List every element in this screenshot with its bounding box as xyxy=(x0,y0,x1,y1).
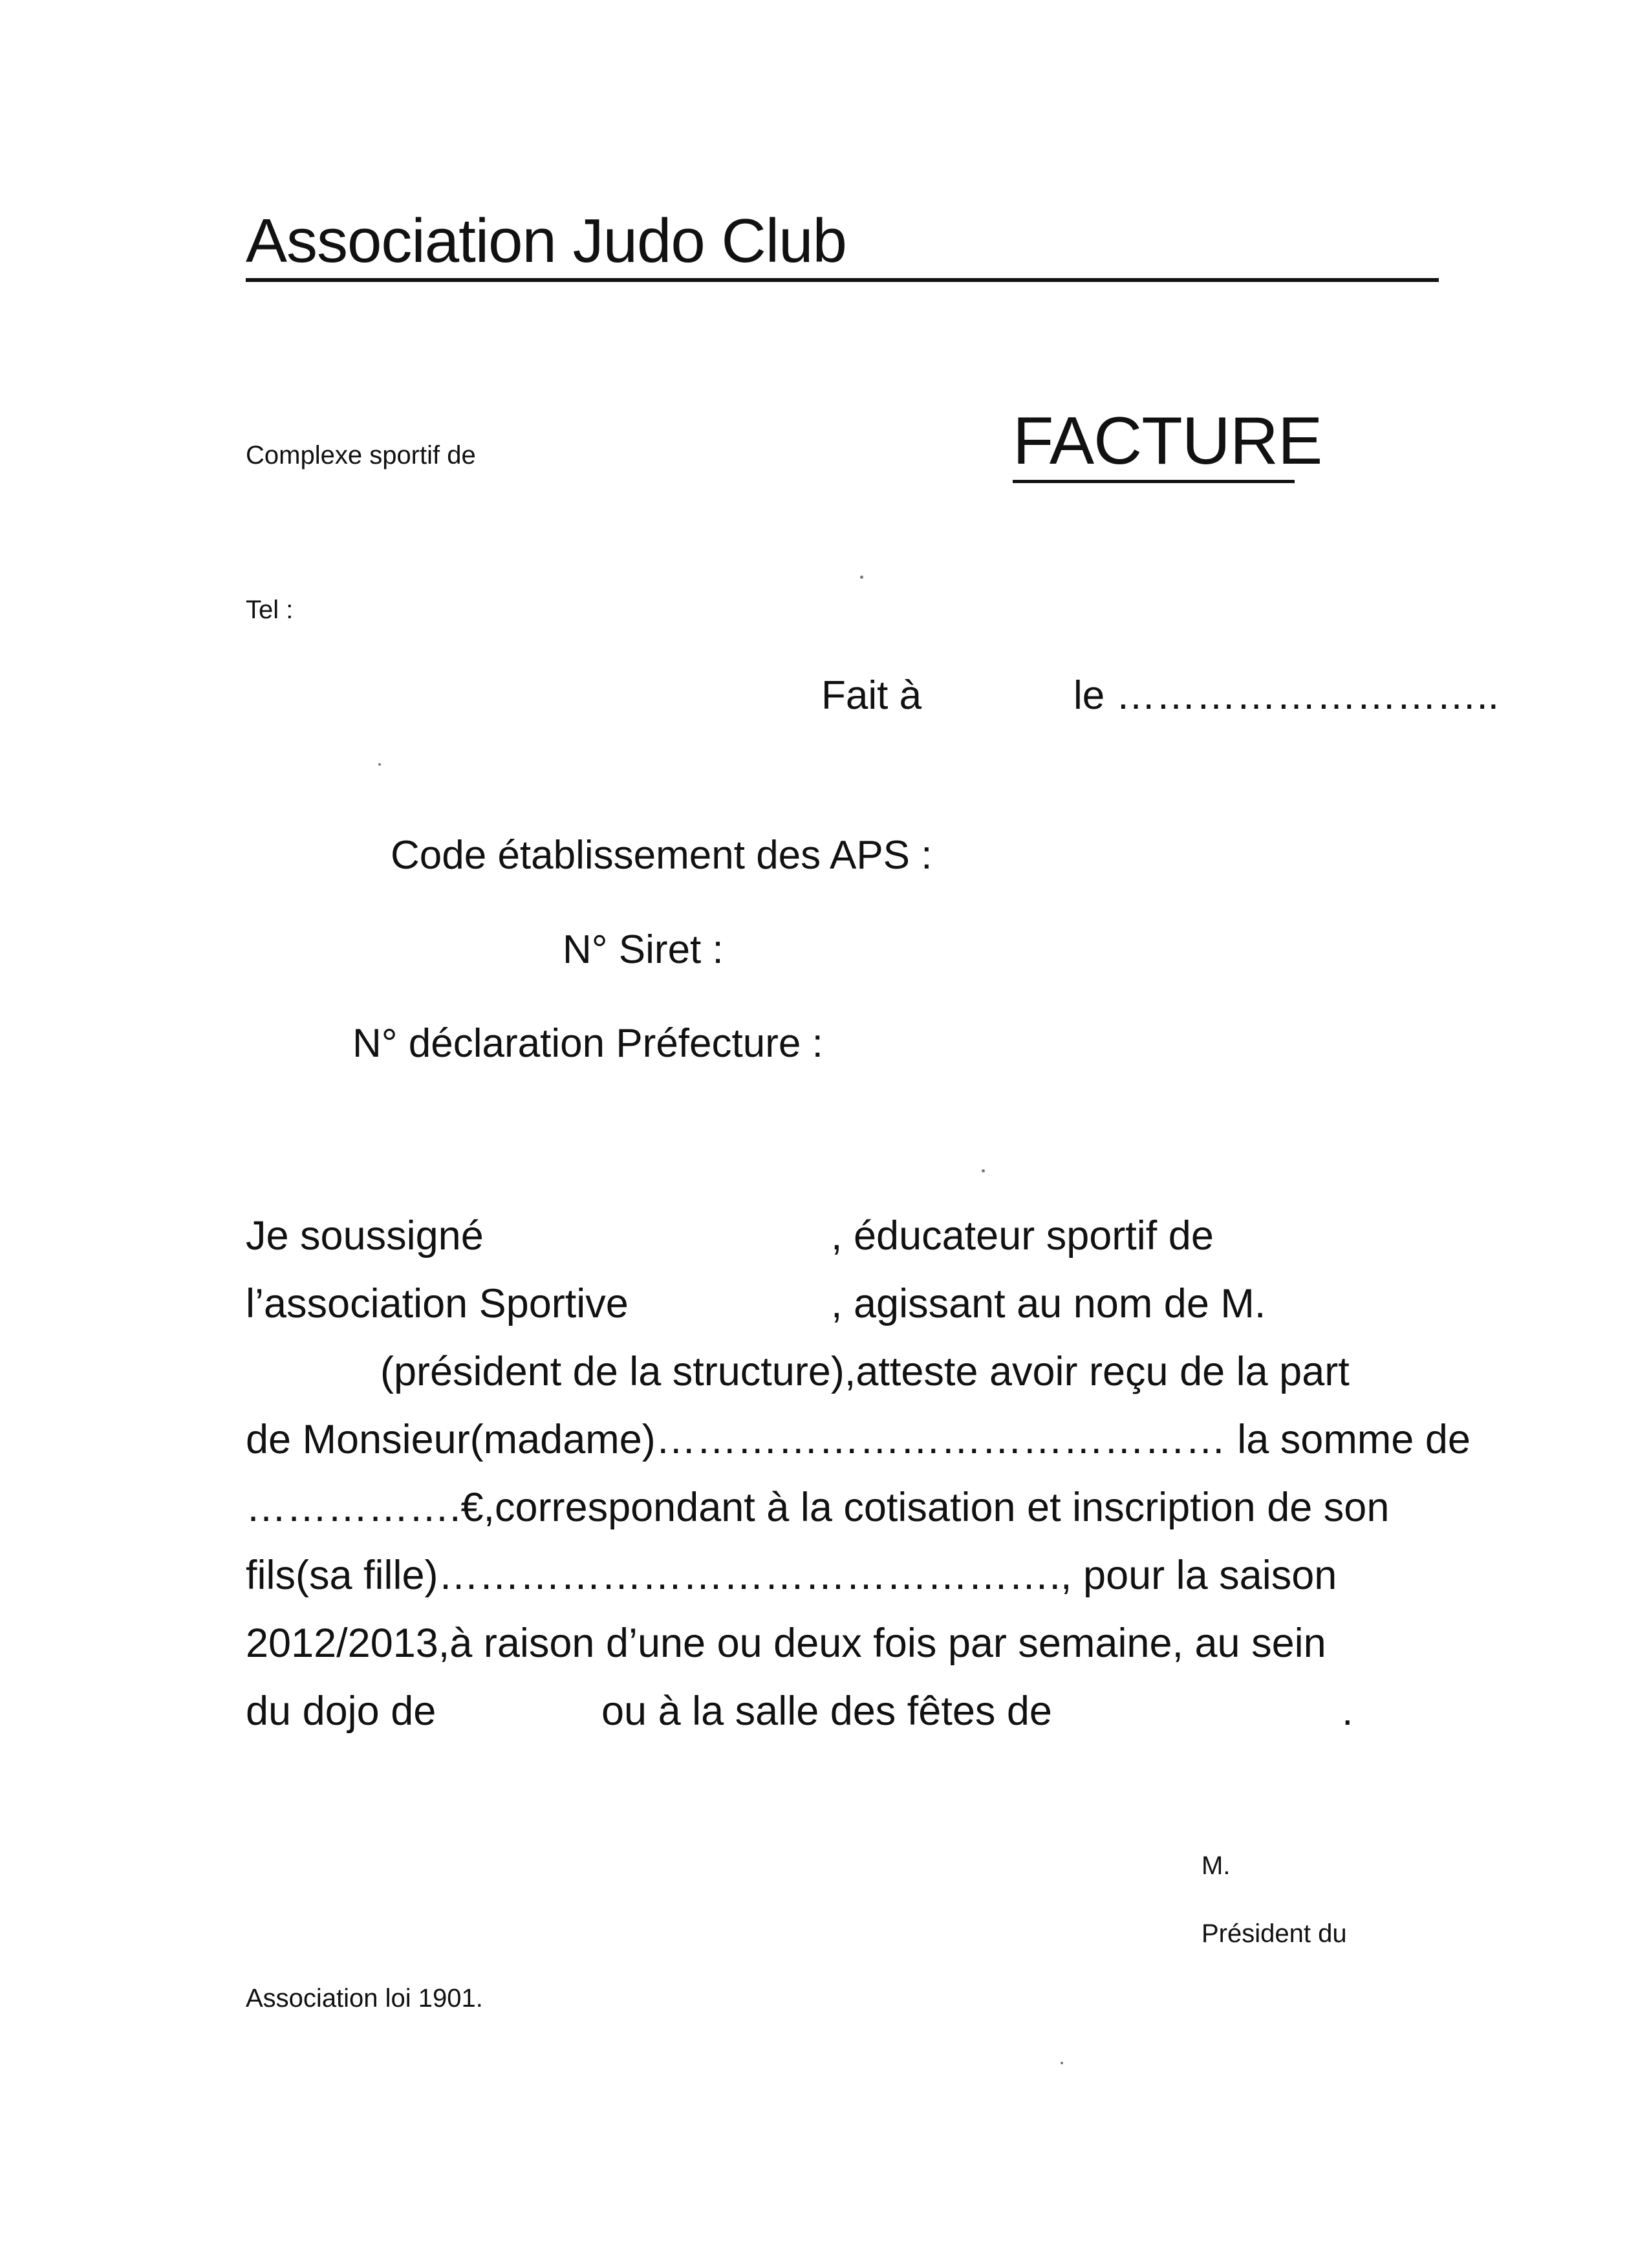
paragraph-line: . xyxy=(1342,1689,1353,1734)
place-label: Fait à xyxy=(821,673,922,718)
code-aps-label: Code établissement des APS : xyxy=(391,833,932,878)
paragraph-line: de Monsieur(madame)…………………………………… la somme de xyxy=(246,1417,1471,1462)
paragraph-line: Je soussigné xyxy=(246,1213,484,1258)
document-title: FACTURE xyxy=(1013,404,1322,479)
prefecture-label: N° déclaration Préfecture : xyxy=(352,1021,823,1066)
document-title-underline xyxy=(1013,480,1295,483)
phone-label: Tel : xyxy=(246,596,294,624)
paragraph-line: …………….€,correspondant à la cotisation et inscription de son xyxy=(246,1485,1390,1530)
paragraph-line: l’association Sportive xyxy=(246,1281,629,1326)
paragraph-line: ou à la salle des fêtes de xyxy=(601,1689,1052,1734)
address-label: Complexe sportif de xyxy=(246,441,476,470)
paragraph-line: (président de la structure),atteste avoir reçu de la part xyxy=(380,1349,1350,1394)
date-label: le ……………………….. xyxy=(1073,673,1499,718)
scan-speck xyxy=(378,763,381,766)
legal-footer: Association loi 1901. xyxy=(246,1984,483,2013)
title-underline xyxy=(246,278,1439,282)
paragraph-line: , éducateur sportif de xyxy=(831,1213,1214,1258)
siret-label: N° Siret : xyxy=(563,927,724,972)
president-label: Président du xyxy=(1202,1919,1347,1948)
scan-speck xyxy=(1061,2062,1063,2064)
paragraph-line: 2012/2013,à raison d’une ou deux fois par semaine, au sein xyxy=(246,1621,1326,1666)
paragraph-line: du dojo de xyxy=(246,1689,436,1734)
paragraph-line: , agissant au nom de M. xyxy=(831,1281,1266,1326)
scan-speck xyxy=(860,576,863,579)
paragraph-line: fils(sa fille)………………………………………., pour la saison xyxy=(246,1553,1337,1598)
club-name: Association Judo Club xyxy=(246,206,846,275)
scan-speck xyxy=(982,1169,985,1172)
signatory-name-label: M. xyxy=(1202,1852,1231,1880)
